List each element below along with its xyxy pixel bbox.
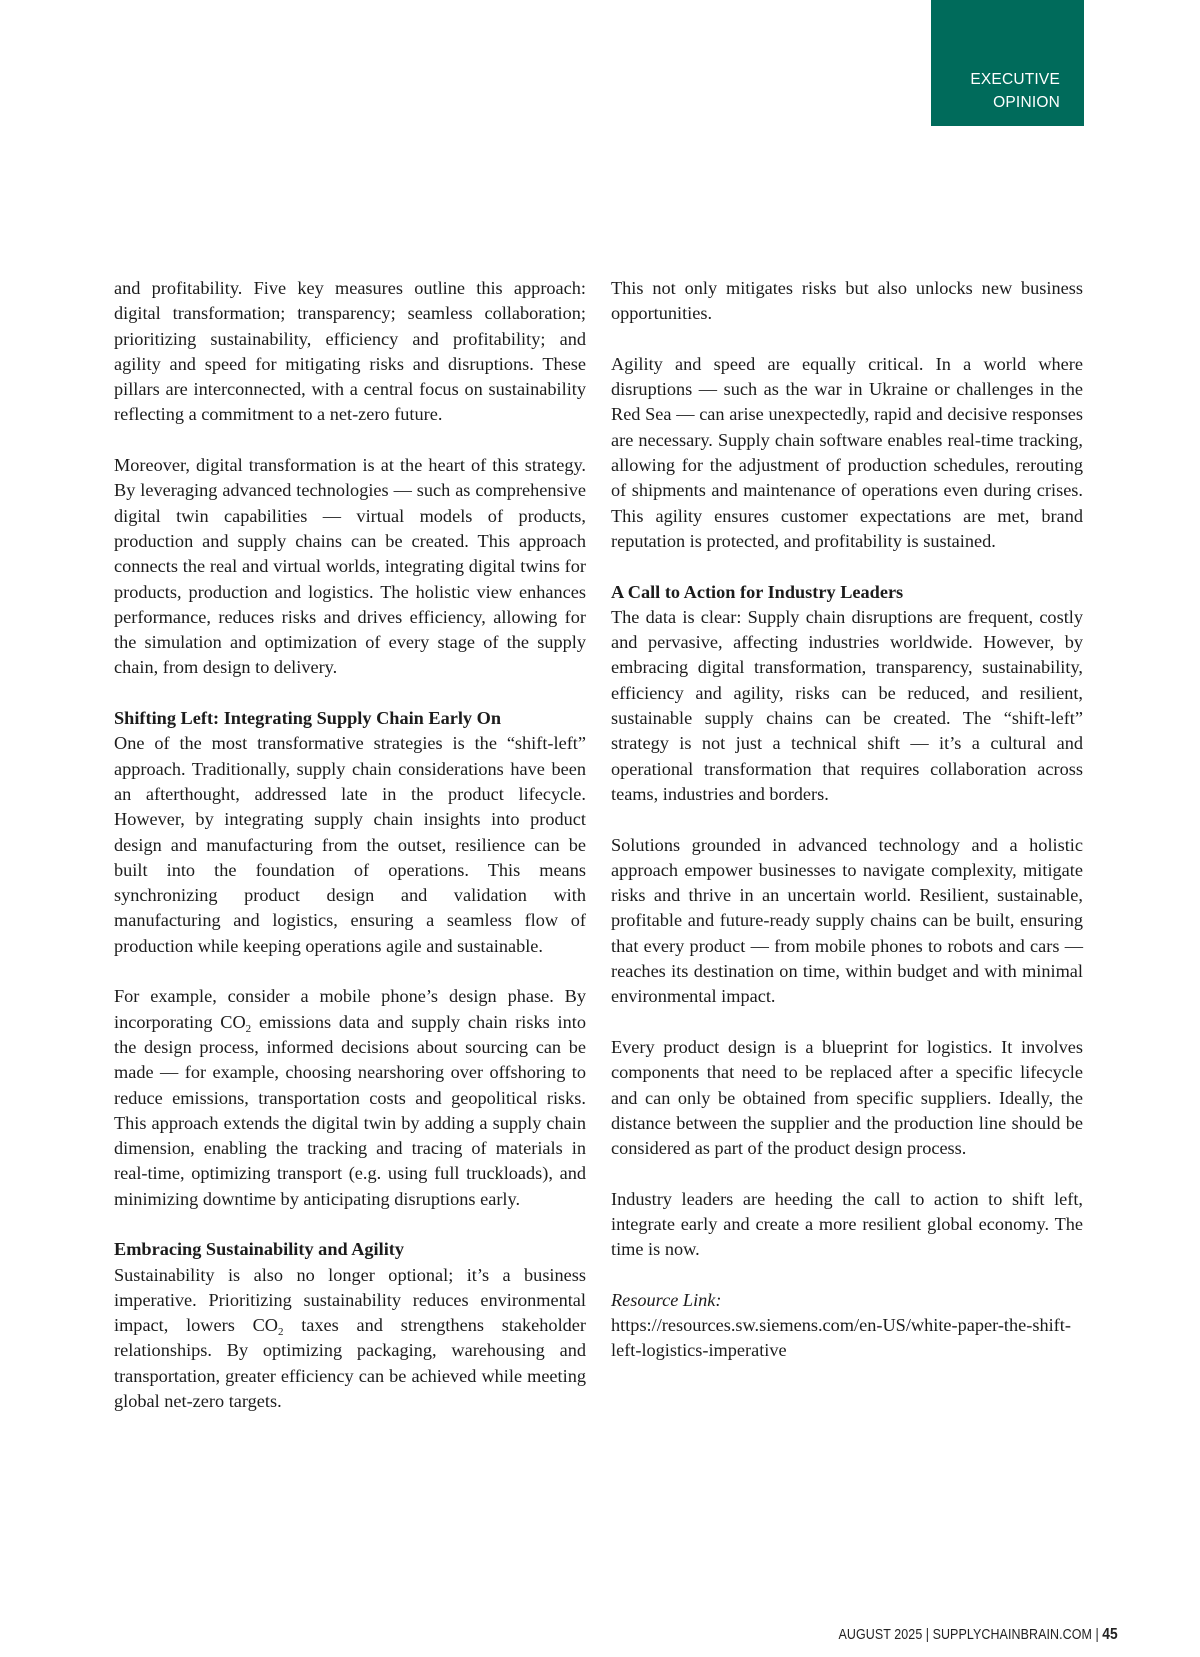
section-heading: Shifting Left: Integrating Supply Chain Early On: [114, 708, 502, 729]
footer-date: AUGUST 2025: [838, 1627, 923, 1643]
footer-site: SUPPLYCHAINBRAIN.COM: [932, 1627, 1093, 1643]
paragraph: This not only mitigates risks but also unlocks new business opportunities.: [611, 278, 1083, 324]
resource-link-url[interactable]: https://resources.sw.siemens.com/en-US/white-paper-the-shift-left-logistics-imperative: [611, 1315, 1071, 1361]
paragraph: Solutions grounded in advanced technology and a holistic approach empower businesses to navigate complexity, mitigate risks and thrive in an uncertain world. Resilient, sustainable, profitable and future-ready supply chains can be built, ensuring that every product — from mobile phones to robots and cars — reaches its destination on time, within budget and with minimal environmental impact.: [611, 834, 1083, 1007]
left-column: [114, 276, 586, 1440]
footer-separator: |: [926, 1627, 930, 1643]
section-heading: Embracing Sustainability and Agility: [114, 1239, 405, 1260]
paragraph-text: taxes and strengthens stakeholder relationships. By optimizing packaging, warehousing and transportation, greater efficiency can be achieved while meeting global net-zero targets.: [114, 1315, 586, 1412]
section-tag-line2: OPINION: [993, 94, 1060, 111]
paragraph-text: emissions data and supply chain risks into the design process, informed decisions about sourcing can be made — for example, choosing nearshoring over offshoring to reduce emissions, transportation costs and geopolitical risks. This approach extends the digital twin by adding a supply chain dimension, enabling the tracking and tracing of materials in real-time, optimizing transport (e.g. using full truckloads), and minimizing downtime by anticipating disruptions early.: [114, 1011, 586, 1209]
paragraph: Every product design is a blueprint for logistics. It involves components that need to be replaced after a specific lifecycle and can only be obtained from specific suppliers. Ideally, the distance between the supplier and the production line should be considered as part of the product design process.: [611, 1036, 1083, 1159]
page-footer: [839, 1626, 1118, 1644]
section-tag-line1: EXECUTIVE: [970, 71, 1060, 88]
subscript: 2: [277, 1326, 284, 1339]
section-tag: [931, 0, 1084, 126]
paragraph: Agility and speed are equally critical. In a world where disruptions — such as the war in Ukraine or challenges in the Red Sea — can arise unexpectedly, rapid and decisive responses are necessary. Supply chain software enables real-time tracking, allowing for the adjustment of production schedules, rerouting of shipments and maintenance of operations even during crises. This agility ensures customer expectations are met, brand reputation is protected, and profitability is sustained.: [611, 353, 1083, 551]
paragraph-text: Sustainability is also no longer optional; it’s a business imperative. Prioritizing sustainability reduces environmental impact, lowers CO: [114, 1264, 586, 1336]
paragraph: Industry leaders are heeding the call to action to shift left, integrate early and create a more resilient global economy. The time is now.: [611, 1188, 1083, 1260]
paragraph: One of the most transformative strategies is the “shift-left” approach. Traditionally, supply chain considerations have been an afterthought, addressed late in the product lifecycle. However, by integrating supply chain insights into product design and manufacturing from the outset, resilience can be built into the foundation of operations. This means synchronizing product design and validation with manufacturing and logistics, ensuring a seamless flow of production while keeping operations agile and sustainable.: [114, 733, 586, 956]
paragraph: [114, 984, 586, 1212]
paragraph: The data is clear: Supply chain disruptions are frequent, costly and pervasive, affecting industries worldwide. However, by embracing digital transformation, transparency, sustainability, efficiency and agility, risks can be reduced, and resilient, sustainable supply chains can be created. The “shift-left” strategy is not just a technical shift — it’s a cultural and operational transformation that requires collaboration across teams, industries and borders.: [611, 606, 1083, 804]
resource-link-block: [611, 1288, 1083, 1364]
footer-separator: |: [1095, 1627, 1100, 1643]
paragraph: Moreover, digital transformation is at the heart of this strategy. By leveraging advanced technologies — such as comprehensive digital twin capabilities — virtual models of products, production and supply chains can be created. This approach connects the real and virtual worlds, integrating digital twins for products, production and logistics. The holistic view enhances performance, reduces risks and drives efficiency, allowing for the simulation and optimization of every stage of the supply chain, from design to delivery.: [114, 455, 586, 678]
subscript: 2: [245, 1022, 252, 1035]
paragraph-text: For example, consider a mobile phone’s design phase. By incorporating CO: [114, 986, 586, 1032]
paragraph: [114, 1263, 586, 1415]
paragraph: and profitability. Five key measures outline this approach: digital transformation; transparency; seamless collaboration; prioritizing sustainability, efficiency and profitability; and agility and speed for mitigating risks and disruptions. These pillars are interconnected, with a central focus on sustainability reflecting a commitment to a net-zero future.: [114, 278, 586, 425]
right-column: [611, 276, 1083, 1389]
section-heading: A Call to Action for Industry Leaders: [611, 581, 904, 602]
resource-link-label: Resource Link:: [611, 1289, 722, 1310]
page-number: 45: [1102, 1626, 1118, 1643]
